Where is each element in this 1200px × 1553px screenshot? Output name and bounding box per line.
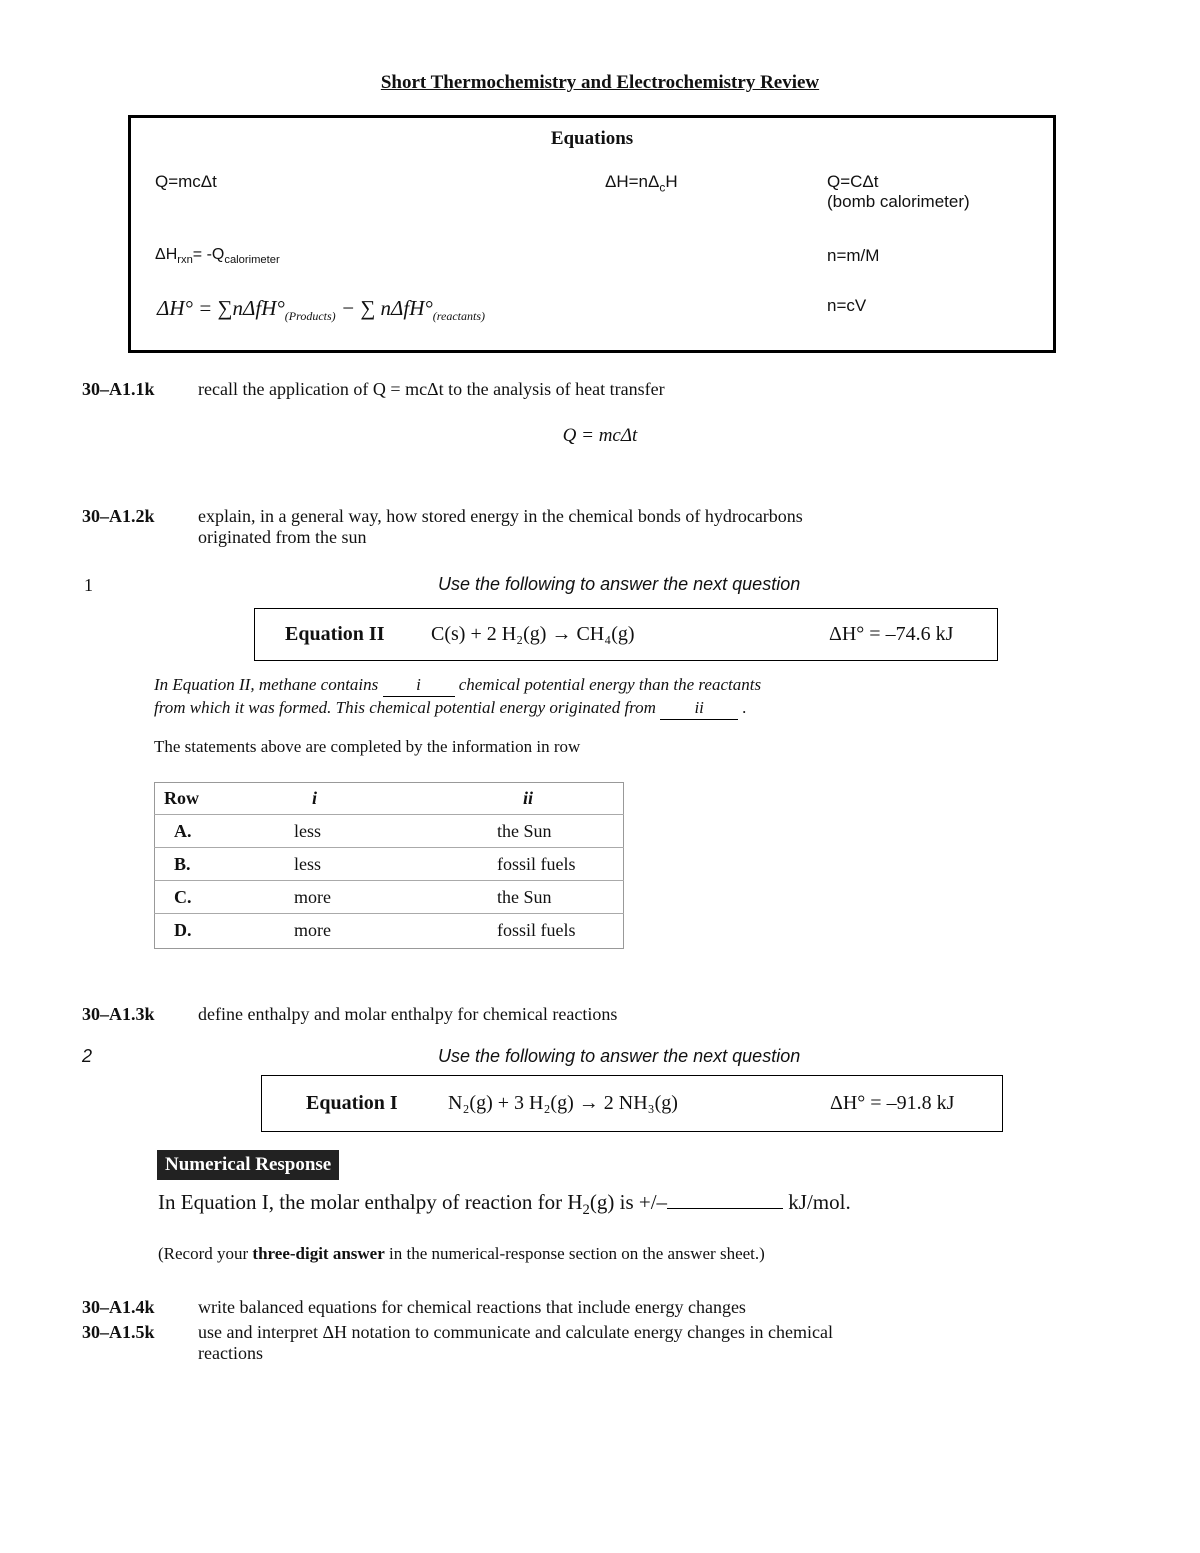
question-number: 2 bbox=[82, 1046, 93, 1066]
equation-enthalpy: ΔH° = –91.8 kJ bbox=[830, 1092, 955, 1114]
table-header-row bbox=[154, 782, 624, 815]
table-row[interactable] bbox=[154, 815, 624, 848]
equation-box bbox=[261, 1075, 1003, 1132]
outcome-description: use and interpret ΔH notation to communicate and calculate energy changes in chemical reactions bbox=[198, 1322, 834, 1363]
question-number: 1 bbox=[84, 575, 93, 595]
numerical-response-badge: Numerical Response bbox=[157, 1150, 339, 1180]
hess-law-equation: $\Delta H^\circ = \sum n\Delta fH^\circ_{(Products)}$ − ∑ $n\Delta fH^\circ_{(reactants)}$ bbox=[157, 296, 485, 324]
heat-equation: Q=mcΔt bbox=[155, 172, 217, 191]
equation-reaction: N₂(g) + 3 H₂(g) → 2 NH₃(g) bbox=[448, 1092, 678, 1114]
outcome-description: define enthalpy and molar enthalpy for chemical reactions bbox=[198, 1004, 618, 1024]
table-row[interactable] bbox=[154, 881, 624, 914]
outcome-code: 30–A1.1k bbox=[82, 379, 155, 399]
option-letter: C. bbox=[154, 881, 284, 914]
outcome-code: 30–A1.5k bbox=[82, 1322, 155, 1342]
outcome-description: explain, in a general way, how stored energy in the chemical bonds of hydrocarbons originated from the sun bbox=[198, 506, 803, 547]
table-header: i bbox=[284, 782, 487, 815]
option-letter: D. bbox=[174, 919, 192, 940]
option-i: less bbox=[284, 815, 487, 848]
option-i: more bbox=[294, 919, 331, 940]
option-ii: the Sun bbox=[487, 881, 624, 914]
outcome-code: 30–A1.3k bbox=[82, 1004, 155, 1024]
option-ii: the Sun bbox=[487, 815, 624, 848]
equation-box bbox=[254, 608, 998, 661]
heat-formula: Q = mcΔt bbox=[562, 425, 638, 446]
enthalpy-equation: $\Delta H=n\Delta_cH$ bbox=[605, 172, 678, 195]
rxn-enthalpy-equation: $\Delta H_{rxn}= -Q_{calorimeter}$ bbox=[155, 246, 280, 267]
option-i: more bbox=[284, 881, 487, 914]
option-letter: B. bbox=[154, 848, 284, 881]
equations-heading: Equations bbox=[550, 128, 634, 149]
option-letter: A. bbox=[154, 815, 284, 848]
equation-enthalpy: ΔH° = –74.6 kJ bbox=[829, 623, 954, 645]
equation-label: Equation II bbox=[285, 623, 385, 645]
question-stem: In Equation II, methane contains i chemical potential energy than the reactants from which it was formed. This chemical potential energy originated from ii . bbox=[154, 674, 761, 720]
option-i: less bbox=[284, 848, 487, 881]
table-header: ii bbox=[487, 782, 624, 815]
table-header: Row bbox=[154, 782, 284, 815]
outcome-description: recall the application of Q = mcΔt to the analysis of heat transfer bbox=[198, 379, 665, 399]
table-row[interactable] bbox=[154, 848, 624, 881]
option-ii: fossil fuels bbox=[487, 848, 624, 881]
question-stem: In Equation I, the molar enthalpy of reaction for $H_2(g)$ is +/– kJ/mol. bbox=[158, 1190, 851, 1219]
table-row[interactable] bbox=[154, 914, 624, 947]
question-lead: Use the following to answer the next question bbox=[438, 574, 801, 594]
question-lead: Use the following to answer the next question bbox=[438, 1046, 801, 1066]
calorimeter-equation: Q=CΔt (bomb calorimeter) bbox=[827, 172, 970, 211]
equation-label: Equation I bbox=[306, 1092, 398, 1114]
question-prompt: The statements above are completed by the information in row bbox=[154, 737, 581, 756]
moles-concentration-equation: n=cV bbox=[827, 296, 867, 315]
answer-table bbox=[154, 782, 624, 946]
page-title: Short Thermochemistry and Electrochemistry Review bbox=[380, 72, 820, 93]
outcome-description: write balanced equations for chemical reactions that include energy changes bbox=[198, 1297, 746, 1317]
equations-box bbox=[128, 115, 1056, 353]
answer-instructions: (Record your three-digit answer in the numerical-response section on the answer sheet.) bbox=[158, 1244, 765, 1263]
moles-mass-equation: n=m/M bbox=[827, 246, 880, 265]
outcome-code: 30–A1.2k bbox=[82, 506, 155, 526]
equation-reaction: C(s) + 2 H₂(g) → CH₄(g) bbox=[431, 623, 635, 645]
outcome-code: 30–A1.4k bbox=[82, 1297, 155, 1317]
answer-blank[interactable] bbox=[667, 1208, 783, 1209]
option-ii: fossil fuels bbox=[497, 919, 576, 940]
